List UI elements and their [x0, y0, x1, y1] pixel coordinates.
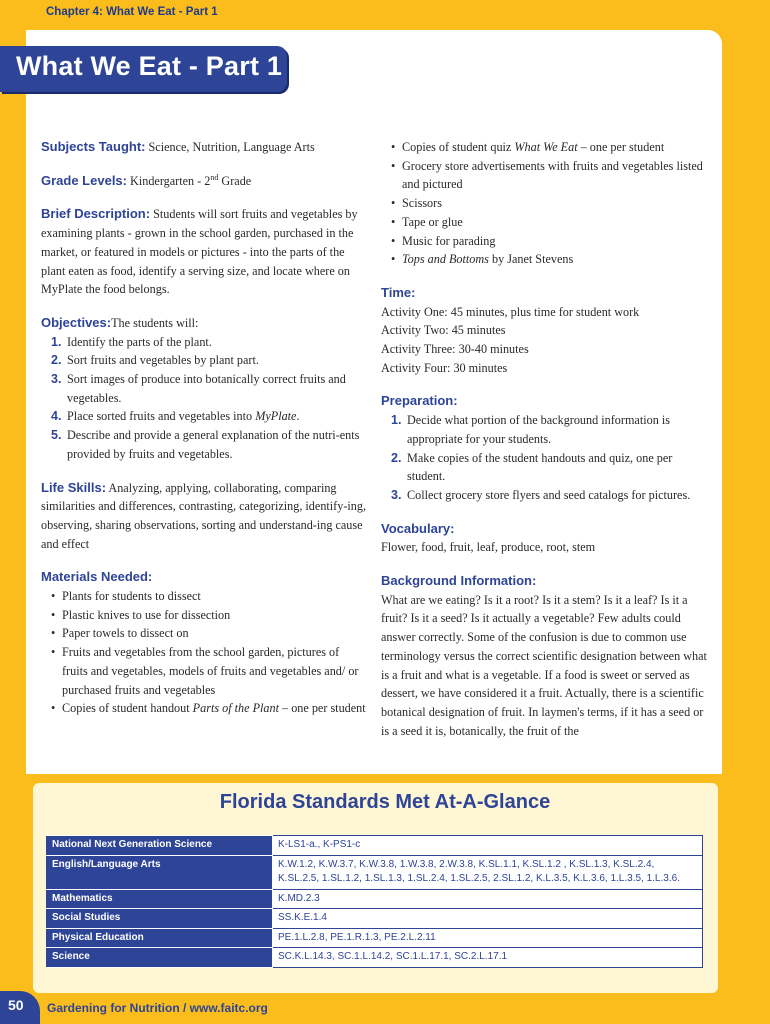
grade-text-sup: nd: [210, 172, 219, 182]
time-line: Activity Four: 30 minutes: [381, 360, 508, 375]
standard-label: Physical Education: [47, 928, 273, 948]
objective-item: 1. Identify the parts of the plant.: [51, 334, 212, 349]
preparation-label: Preparation:: [381, 393, 458, 409]
materials-section: [41, 568, 367, 718]
life-skills-label: Life Skills:: [41, 479, 107, 495]
grade-label: Grade Levels:: [41, 172, 127, 188]
standard-label: English/Language Arts: [47, 855, 273, 889]
material-item: • Music for parading: [381, 232, 711, 251]
material-item: • Copies of student handout Parts of the Plant – one per student: [41, 699, 367, 718]
grade-text-post: Grade: [218, 173, 252, 188]
vocabulary-text: Flower, food, fruit, leaf, produce, root, stem: [381, 540, 596, 555]
standard-label: Social Studies: [47, 909, 273, 929]
title-banner: [0, 46, 287, 92]
materials-label: Materials Needed:: [41, 569, 153, 585]
objective-item: 4. Place sorted fruits and vegetables into MyPlate.: [51, 409, 300, 424]
material-item: • Plants for students to dissect: [41, 587, 367, 606]
grade-text-pre: Kindergarten - 2: [130, 173, 211, 188]
standard-label: Mathematics: [47, 889, 273, 909]
table-row: [47, 836, 703, 856]
standards-table: [46, 835, 703, 968]
left-column: [41, 138, 367, 733]
standard-label: Science: [47, 948, 273, 968]
brief-section: [41, 205, 367, 299]
objective-item: 2. Sort fruits and vegetables by plant part.: [51, 353, 259, 368]
table-row: [47, 909, 703, 929]
time-line: Activity Two: 45 minutes: [381, 323, 506, 338]
table-row: [47, 928, 703, 948]
subjects-section: [41, 138, 367, 157]
footer-text: Gardening for Nutrition / www.faitc.org: [47, 1001, 268, 1015]
brief-text: Students will sort fruits and vegetables by examining plants - grown in the school garden, purchased in the market, or featured in models or pictures - into the parts of the plant eaten as food, identify a serving size, and locate where on MyPlate the food belongs.: [41, 207, 358, 297]
background-section: [381, 572, 711, 740]
material-item: • Plastic knives to use for dissection: [41, 606, 367, 625]
time-section: [381, 284, 711, 378]
time-line: Activity Three: 30-40 minutes: [381, 342, 529, 357]
vocabulary-label: Vocabulary:: [381, 520, 455, 536]
objective-item: 3. Sort images of produce into botanically correct fruits and vegetables.: [51, 372, 346, 405]
material-item: • Fruits and vegetables from the school garden, pictures of fruits and vegetables, models of fruits and vegetables and/ or purchased fruits and vegetables: [41, 643, 367, 699]
life-skills-section: [41, 479, 367, 554]
standard-value: SC.K.L.14.3, SC.1.L.14.2, SC.1.L.17.1, SC.2.L.17.1: [273, 948, 703, 968]
table-row: [47, 948, 703, 968]
standard-value: K.W.1.2, K.W.3.7, K.W.3.8, 1.W.3.8, 2.W.3.8, K.SL.1.1, K.SL.1.2 , K.SL.1.3, K.SL.2.4, K.SL.2.5, 1.SL.1.2, 1.SL.1.3, 1.SL.2.4, 1.SL.2.5, 2.SL.1.2, K.L.3.5, K.L.3.6, 1.L.3.5, 1.L.3.6.: [273, 855, 703, 889]
material-item: • Scissors: [381, 194, 711, 213]
materials-list: [41, 587, 367, 718]
time-line: Activity One: 45 minutes, plus time for student work: [381, 304, 640, 319]
material-item: • Tops and Bottoms by Janet Stevens: [381, 250, 711, 269]
background-text: What are we eating? Is it a root? Is it a stem? Is it a leaf? Is it a fruit? Is it a seed? Is it actually a vegetable? Few adults could answer correctly. Some of the confusion is due to common use terminology versus the correct scientific designation between what is a fruit and what is a vegetable. If a food is sweet or served as dessert, we have considered it a fruit. Actually, there is a scientific botanical designation of fruit. In laymen's terms, if it has a seed or is a seed it is, botanically, the fruit of the: [381, 592, 707, 738]
objectives-label: Objectives:: [41, 314, 112, 330]
page-number: 50: [8, 997, 24, 1013]
standard-value: SS.K.E.1.4: [273, 909, 703, 929]
standard-value: PE.1.L.2.8, PE.1.R.1.3, PE.2.L.2.11: [273, 928, 703, 948]
objectives-section: [41, 314, 367, 464]
chapter-header: Chapter 4: What We Eat - Part 1: [46, 6, 218, 18]
preparation-item: 2. Make copies of the student handouts and quiz, one per student.: [391, 450, 673, 484]
standard-label: National Next Generation Science: [47, 836, 273, 856]
subjects-text: Science, Nutrition, Language Arts: [148, 140, 315, 154]
right-column: [381, 138, 711, 755]
preparation-section: [381, 392, 711, 504]
grade-section: [41, 172, 367, 191]
time-label: Time:: [381, 284, 416, 300]
standard-value: K-LS1-a., K-PS1-c: [273, 836, 703, 856]
material-item: • Tape or glue: [381, 213, 711, 232]
material-item: • Copies of student quiz What We Eat – one per student: [381, 138, 711, 157]
subjects-label: Subjects Taught:: [41, 139, 146, 154]
brief-label: Brief Description:: [41, 206, 151, 222]
vocabulary-section: [381, 520, 711, 557]
preparation-list: [381, 411, 711, 505]
page-number-tab: [0, 991, 40, 1024]
material-item: • Paper towels to dissect on: [41, 624, 367, 643]
table-row: [47, 889, 703, 909]
preparation-item: 1. Decide what portion of the background information is appropriate for your students.: [391, 413, 670, 446]
life-skills-text: Analyzing, applying, collaborating, comparing similarities and differences, contrasting, categorizing, identify-ing, observing, sharing observations, sorting and understand-ing cause and effect: [41, 480, 367, 551]
preparation-item: 3. Collect grocery store flyers and seed catalogs for pictures.: [391, 487, 691, 502]
page-title: What We Eat - Part 1: [16, 51, 283, 81]
objectives-list: [41, 333, 367, 464]
background-label: Background Information:: [381, 573, 537, 589]
table-row: [47, 855, 703, 889]
objective-item: 5. Describe and provide a general explanation of the nutri-ents provided by fruits and vegetables.: [51, 428, 360, 461]
standard-value: K.MD.2.3: [273, 889, 703, 909]
material-item: • Grocery store advertisements with fruits and vegetables listed and pictured: [381, 157, 711, 194]
materials-list-continued: [381, 138, 711, 269]
standards-title: Florida Standards Met At-A-Glance: [219, 791, 551, 813]
objectives-intro: The students will:: [111, 315, 199, 330]
